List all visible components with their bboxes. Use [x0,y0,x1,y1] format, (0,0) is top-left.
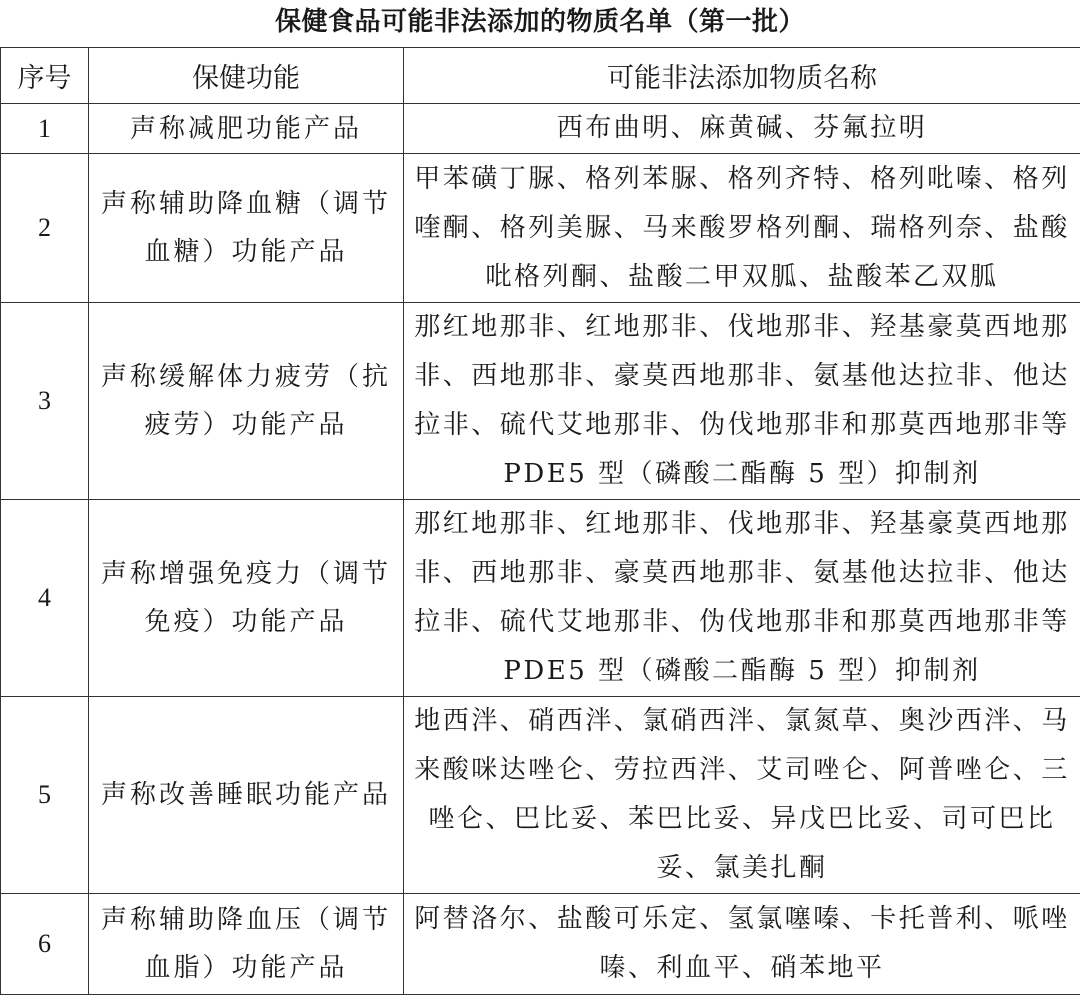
row-number: 4 [1,500,89,697]
table-row [1,697,1080,894]
table-header-row [1,48,1080,104]
table-row [1,303,1080,500]
row-substances: 地西泮、硝西泮、氯硝西泮、氯氮草、奥沙西泮、马来酸咪达唑仑、劳拉西泮、艾司唑仑、阿普唑仑、三唑仑、巴比妥、苯巴比妥、异戊巴比妥、司可巴比妥、氯美扎酮 [404,697,1080,894]
row-function: 声称辅助降血糖（调节血糖）功能产品 [89,154,404,303]
row-number: 5 [1,697,89,894]
header-substances: 可能非法添加物质名称 [404,48,1080,104]
row-function: 声称减肥功能产品 [89,104,404,154]
row-substances: 那红地那非、红地那非、伐地那非、羟基豪莫西地那非、西地那非、豪莫西地那非、氨基他达拉非、他达拉非、硫代艾地那非、伪伐地那非和那莫西地那非等 PDE5 型（磷酸二酯酶 5 型）抑制剂 [404,500,1080,697]
header-number: 序号 [1,48,89,104]
row-function: 声称增强免疫力（调节免疫）功能产品 [89,500,404,697]
row-number: 3 [1,303,89,500]
row-number: 1 [1,104,89,154]
table-row [1,154,1080,303]
header-health-function: 保健功能 [89,48,404,104]
row-substances: 西布曲明、麻黄碱、芬氟拉明 [404,104,1080,154]
table-row [1,104,1080,154]
row-number: 6 [1,894,89,995]
row-function: 声称辅助降血压（调节血脂）功能产品 [89,894,404,995]
table-row [1,894,1080,995]
row-number: 2 [1,154,89,303]
substance-table [0,47,1080,995]
row-substances: 甲苯磺丁脲、格列苯脲、格列齐特、格列吡嗪、格列喹酮、格列美脲、马来酸罗格列酮、瑞格列奈、盐酸吡格列酮、盐酸二甲双胍、盐酸苯乙双胍 [404,154,1080,303]
document-title: 保健食品可能非法添加的物质名单（第一批） [0,4,1080,40]
row-function: 声称缓解体力疲劳（抗疲劳）功能产品 [89,303,404,500]
row-substances: 那红地那非、红地那非、伐地那非、羟基豪莫西地那非、西地那非、豪莫西地那非、氨基他达拉非、他达拉非、硫代艾地那非、伪伐地那非和那莫西地那非等 PDE5 型（磷酸二酯酶 5 型）抑制剂 [404,303,1080,500]
row-substances: 阿替洛尔、盐酸可乐定、氢氯噻嗪、卡托普利、哌唑嗪、利血平、硝苯地平 [404,894,1080,995]
row-function: 声称改善睡眠功能产品 [89,697,404,894]
table-row [1,500,1080,697]
